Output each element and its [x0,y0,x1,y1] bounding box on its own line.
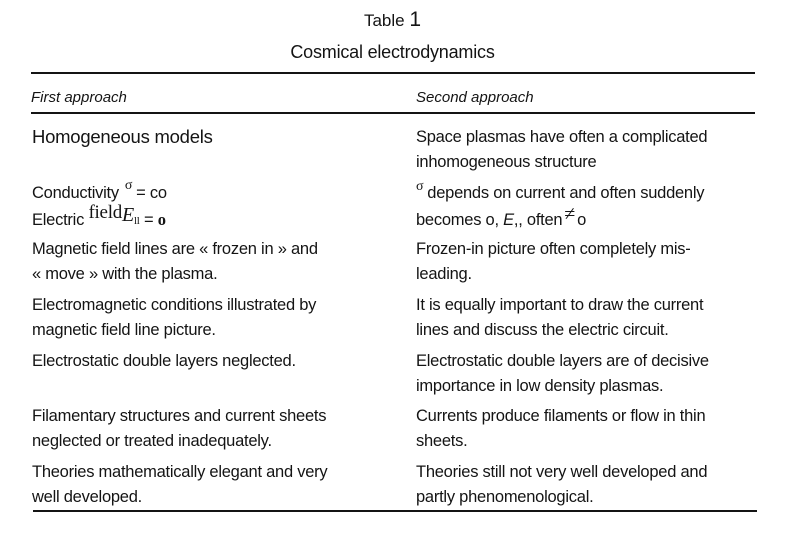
table-row-6-second [416,404,705,454]
table-row-6-first [32,404,326,454]
cell-line: partly phenomenological. [416,488,594,506]
cell-line: importance in low density plasmas. [416,377,664,395]
table-row-3-second [416,237,691,287]
e-parallel-symbol: E [122,204,134,226]
cell-line: well developed. [32,488,142,506]
cell-line: Electromagnetic conditions illustrated by [32,296,317,314]
cell-line: Filamentary structures and current sheets [32,407,327,425]
table-row-7-first [32,460,327,510]
e-parallel-subscript: ll [133,215,140,227]
cell-line: Space plasmas have often a complicated [416,128,708,146]
zero-symbol: o [157,210,166,229]
cell-line: neglected or treated inadequately. [32,432,272,450]
cell-line: Magnetic field lines are « frozen in » and [32,240,318,258]
field-word: field [88,202,123,223]
column-header-first: First approach [31,89,127,106]
cell-line: Electrostatic double layers are of decisive [416,352,709,370]
caption-label-number: 1 [409,8,422,31]
cell-line: Currents produce filaments or flow in thin [416,407,706,425]
table-row-4-second [416,293,703,343]
column-header-second: Second approach [416,89,534,106]
cell-line: leading. [416,265,472,283]
table-caption-label [0,8,785,32]
cell-line: Theories mathematically elegant and very [32,463,328,481]
table-row-7-second [416,460,707,510]
table-title: Cosmical electrodynamics [290,42,495,62]
electric-field-line [32,202,167,235]
bottom-rule [33,510,757,512]
cell-text: becomes o, [416,211,499,229]
cell-line: Electrostatic double layers neglected. [32,352,296,370]
cell-text: o [577,211,587,229]
cell-line: Homogeneous models [32,126,213,147]
cell-line [416,203,704,233]
table-row-3-first [32,237,318,287]
cell-line: inhomogeneous structure [416,153,597,171]
cell-line: Theories still not very well developed and [416,463,708,481]
electric-word: Electric [32,211,85,229]
cell-text: depends on current and often suddenly [427,184,705,202]
cell-line: lines and discuss the electric circuit. [416,321,669,339]
e-symbol: E [503,211,514,229]
cell-line: « move » with the plasma. [32,265,218,283]
caption-label-word: Table [363,11,405,30]
conductivity-word: Conductivity [32,184,119,202]
equals-co: = co [136,184,167,202]
table-row-2-second [416,181,704,233]
table-row-1-second [416,125,707,175]
cell-line [416,181,704,207]
table-row-4-first [32,293,316,343]
equals-sign: = [143,211,154,229]
table-row-5-second [416,349,709,399]
top-rule [31,72,755,74]
not-equal-symbol: ≠ [564,203,576,225]
sigma-symbol: σ [124,178,133,193]
cell-text: ,, often [513,211,563,229]
cell-line: sheets. [416,432,468,450]
table-row-2-first [32,178,167,235]
cell-line: magnetic field line picture. [32,321,216,339]
table-row-5-first [32,349,296,374]
table-row-1-first [32,124,213,149]
header-rule [31,112,755,114]
sigma-symbol: σ [416,179,424,194]
cell-line: Frozen-in picture often completely mis- [416,240,691,258]
cell-line: It is equally important to draw the current [416,296,704,314]
